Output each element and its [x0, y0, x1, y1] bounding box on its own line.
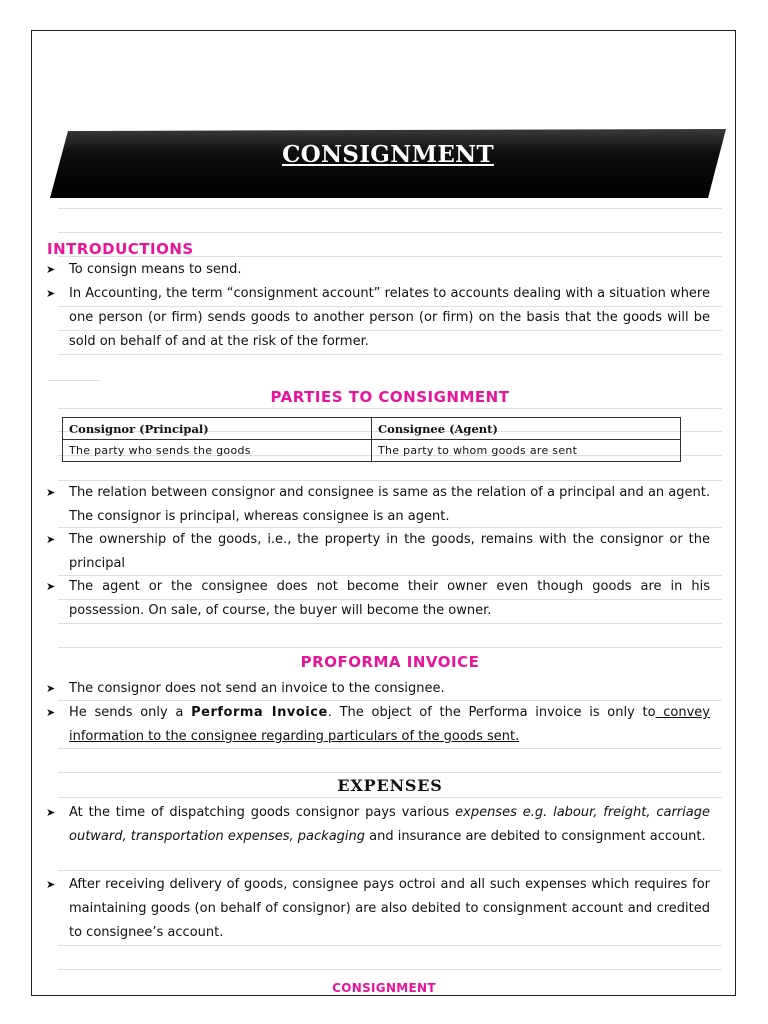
ruled-line — [58, 623, 722, 624]
italic-text: expenses e.g. labour, freight, carriage outward, transportation expenses, packaging — [69, 805, 710, 844]
list-item — [46, 873, 710, 945]
arrow-bullet-icon: ➤ — [46, 486, 56, 499]
table-cell: The party to whom goods are sent — [372, 440, 681, 462]
arrow-bullet-icon: ➤ — [46, 806, 56, 819]
ruled-line — [58, 969, 722, 970]
bullet-text — [69, 801, 710, 849]
arrow-bullet-icon: ➤ — [46, 263, 56, 276]
table-cell: The party who sends the goods — [63, 440, 372, 462]
arrow-bullet-icon: ➤ — [46, 287, 56, 300]
bullet-text-part: At the time of dispatching goods consignor pays various — [69, 805, 456, 820]
introductions-heading: INTRODUCTIONS — [47, 240, 194, 258]
arrow-bullet-icon: ➤ — [46, 706, 56, 719]
parties-table — [62, 417, 681, 462]
list-item — [46, 575, 710, 623]
arrow-bullet-icon: ➤ — [46, 533, 56, 546]
page-footer: CONSIGNMENT — [332, 981, 436, 995]
table-header-row — [63, 418, 681, 440]
ruled-line — [58, 797, 722, 798]
table-row — [63, 440, 681, 462]
parties-heading: PARTIES TO CONSIGNMENT — [270, 388, 510, 406]
arrow-bullet-icon: ➤ — [46, 682, 56, 695]
ruled-line — [58, 870, 722, 871]
list-item — [46, 282, 710, 354]
arrow-bullet-icon: ➤ — [46, 580, 56, 593]
proforma-heading: PROFORMA INVOICE — [300, 653, 480, 671]
bullet-text: After receiving delivery of goods, consignee pays octroi and all such expenses which requires for maintaining goods (on behalf of consignor) are also debited to consignment account and credited to consignee’s account. — [69, 877, 710, 940]
page-title: CONSIGNMENT — [282, 141, 494, 168]
bold-term: Performa Invoice — [191, 705, 328, 720]
ruled-line — [58, 772, 722, 773]
list-item — [46, 528, 710, 576]
bullet-text: The relation between consignor and consignee is same as the relation of a principal and an agent. The consignor is principal, whereas consignee is an agent. — [69, 485, 710, 524]
bullet-text: To consign means to send. — [69, 262, 242, 277]
bullet-text-part: He sends only a — [69, 705, 192, 720]
table-header-cell: Consignor (Principal) — [63, 418, 372, 440]
bullet-text: In Accounting, the term “consignment account” relates to accounts dealing with a situation where one person (or firm) sends goods to another person (or firm) on the basis that the goods will be sold on behalf of and at the risk of the former. — [69, 286, 710, 349]
ruled-line — [58, 208, 722, 209]
ruled-line — [58, 354, 722, 355]
ruled-line — [58, 232, 722, 233]
expenses-heading: EXPENSES — [337, 776, 443, 795]
list-item — [46, 677, 710, 701]
ruled-line — [48, 380, 100, 381]
bullet-text: The ownership of the goods, i.e., the property in the goods, remains with the consignor or the principal — [69, 532, 710, 571]
list-item — [46, 701, 710, 749]
list-item — [46, 258, 710, 282]
bullet-text — [69, 701, 710, 749]
ruled-line — [58, 647, 722, 648]
underlined-text: convey information to the consignee regarding particulars of the goods sent. — [69, 705, 710, 744]
ruled-line — [58, 945, 722, 946]
ruled-line — [58, 408, 722, 409]
arrow-bullet-icon: ➤ — [46, 878, 56, 891]
list-item — [46, 481, 710, 529]
bullet-text-part: and insurance are debited to consignment account. — [365, 829, 706, 844]
bullet-text-part: . The object of the Performa invoice is only to — [327, 705, 656, 720]
table-header-cell: Consignee (Agent) — [372, 418, 681, 440]
bullet-text: The agent or the consignee does not become their owner even though goods are in his possession. On sale, of course, the buyer will become the owner. — [69, 579, 710, 618]
list-item — [46, 801, 710, 849]
title-banner — [50, 129, 726, 198]
bullet-text: The consignor does not send an invoice to the consignee. — [69, 681, 445, 696]
